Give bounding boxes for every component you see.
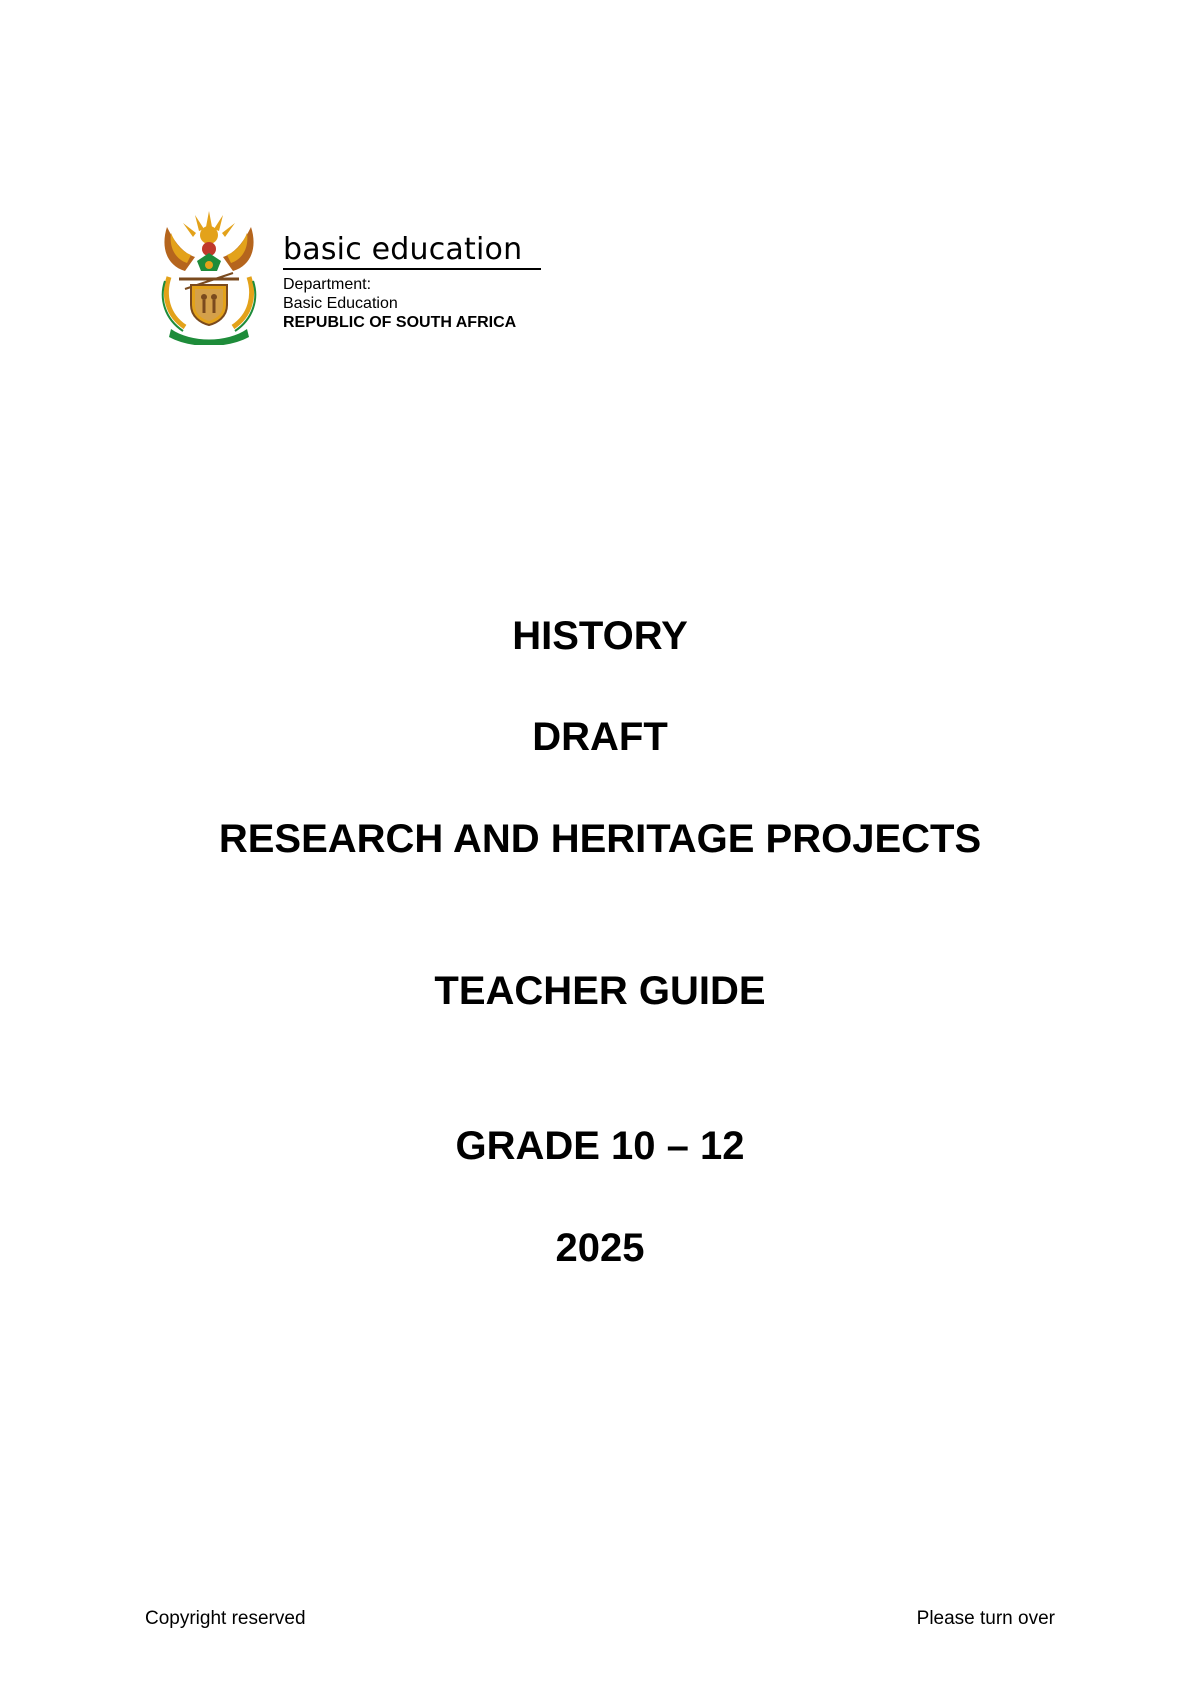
department-label: Department: bbox=[283, 276, 372, 293]
country-name: REPUBLIC OF SOUTH AFRICA bbox=[283, 314, 517, 331]
draft-label: DRAFT bbox=[532, 715, 668, 759]
grade-range: GRADE 10 – 12 bbox=[455, 1124, 745, 1168]
document-heading: RESEARCH AND HERITAGE PROJECTS bbox=[218, 817, 982, 861]
department-text bbox=[283, 233, 553, 332]
document-type: TEACHER GUIDE bbox=[434, 969, 766, 1013]
document-year: 2025 bbox=[555, 1226, 645, 1270]
subject-title: HISTORY bbox=[512, 614, 688, 658]
department-name: Basic Education bbox=[283, 295, 398, 312]
copyright-notice: Copyright reserved bbox=[145, 1608, 306, 1629]
brand-name: basic education bbox=[283, 232, 523, 267]
page-turn-notice: Please turn over bbox=[916, 1608, 1055, 1629]
brand-underline bbox=[283, 268, 541, 270]
south-africa-coat-of-arms-icon bbox=[155, 205, 263, 345]
department-logo bbox=[155, 205, 555, 350]
